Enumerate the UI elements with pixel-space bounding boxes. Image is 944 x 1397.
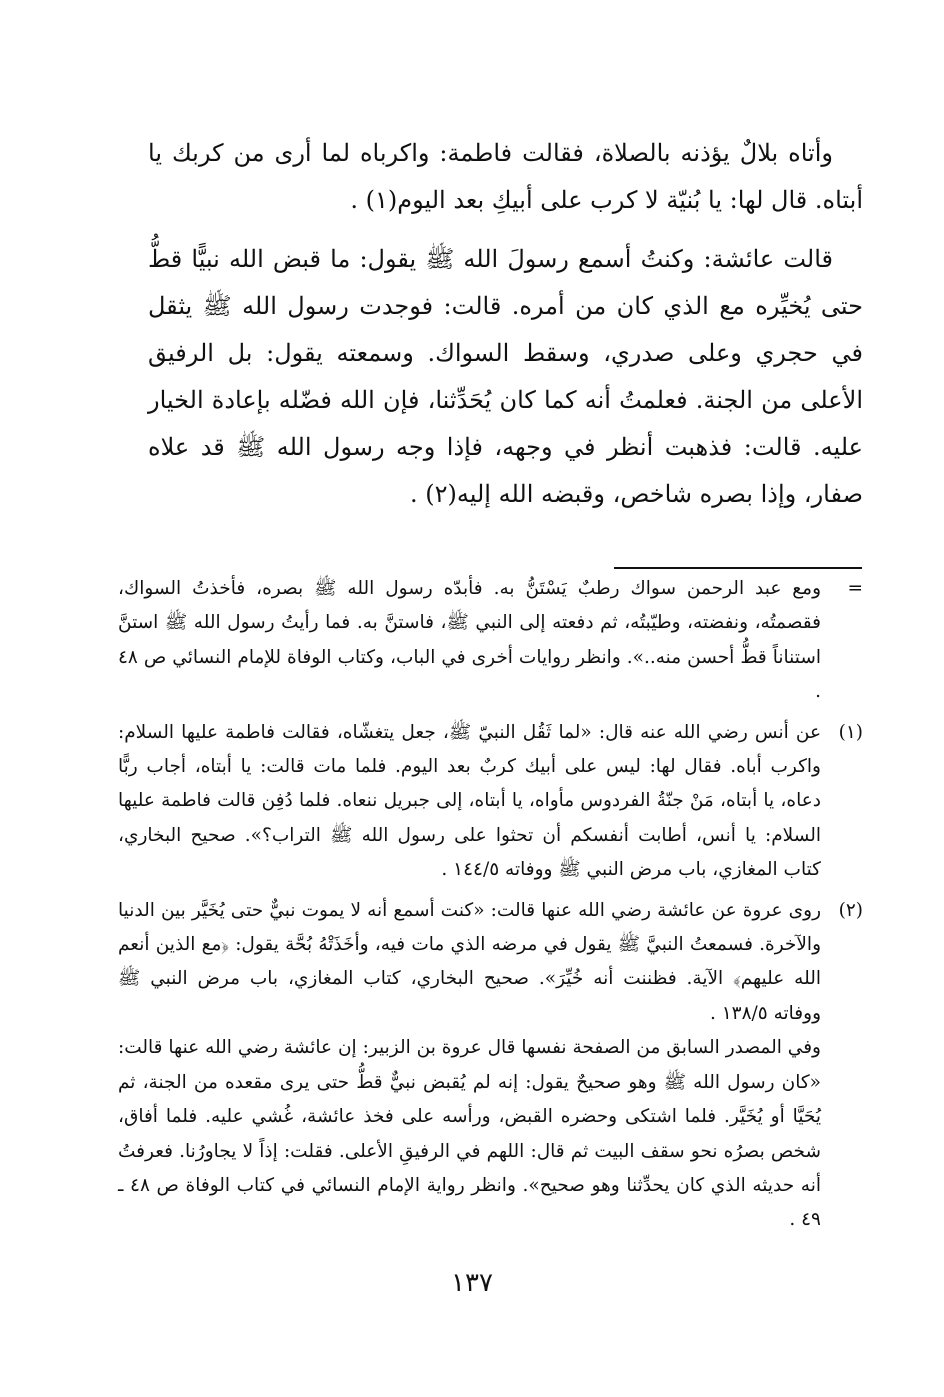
footnote-text: وفي المصدر السابق من الصفحة نفسها قال عروة بن الزبير: إن عائشة رضي الله عنها قالت: «كان رسول الله ﷺ وهو صحيحٌ يقول: إنه لم يُقبض نبيٌّ قطُّ حتى يرى مقعده من الجنة، ثم يُحَيَّا أو يُخَيَّر. فلما اشتكى وحضره القبض، ورأسه على فخذ عائشة، غُشي عليه. فلما أفاق، شخص بصرُه نحو سقف البيت ثم قال: اللهم في الرفيقِ الأعلى. فقلت: إذاً لا يجاورُنا. فعرفتُ أنه حديثه الذي كان يحدِّثنا وهو صحيح». وانظر رواية الإمام النسائي في كتاب الوفاة ص ٤٨ ـ ٤٩ . — [118, 1037, 821, 1231]
footnotes — [118, 572, 863, 1238]
footnote-marker: (٢) — [838, 899, 863, 921]
footnote-separator — [614, 567, 862, 569]
footnote-text: روى عروة عن عائشة رضي الله عنها قالت: «كنت أسمع أنه لا يموت نبيٌّ حتى يُخَيَّر بين الدنيا والآخرة. فسمعتُ النبيَّ ﷺ يقول في مرضه الذي مات فيه، وأخَذَتْهُ بُحَّة يقول: ﴿مع الذين أنعم الله عليهم﴾ الآية. فظننت أنه خُيِّرَ». صحيح البخاري، كتاب المغازي، باب مرض النبي ﷺ ووفاته ١٣٨/٥ . — [118, 899, 821, 1024]
main-text — [148, 130, 863, 518]
footnote-continuation — [118, 572, 863, 710]
main-paragraph: قالت عائشة: وكنتُ أسمع رسولَ الله ﷺ يقول: ما قبض الله نبيًّا قطُّ حتى يُخيِّره مع الذي كان من أمره. قالت: فوجدت رسول الله ﷺ يثقل في حجري وعلى صدري، وسقط السواك. وسمعته يقول: بل الرفيق الأعلى من الجنة. فعلمتُ أنه كما كان يُحَدِّثنا، فإن الله فضّله بإعادة الخيار عليه. قالت: فذهبت أنظر في وجهه، فإذا وجه رسول الله ﷺ قد علاه صفار، وإذا بصره شاخص، وقبضه الله إليه(٢) . — [148, 245, 863, 508]
footnote-marker: (١) — [838, 721, 863, 743]
footnote-2 — [118, 894, 863, 1238]
footnote-1 — [118, 716, 863, 888]
footnote-text: ومع عبد الرحمن سواك رطبٌ يَسْتَنُّ به. فأبدّه رسول الله ﷺ بصره، فأخذتُ السواك، فقصمتُه، ونفضته، وطيّبتُه، ثم دفعته إلى النبي ﷺ، فاستنَّ به. فما رأيتُ رسول الله ﷺ استنَّ استناناً قطُّ أحسن منه..». وانظر روايات أخرى في الباب، وكتاب الوفاة للإمام النسائي ص ٤٨ . — [118, 578, 821, 703]
footnote-text: عن أنس رضي الله عنه قال: «لما ثَقُل النبيّ ﷺ، جعل يتغشّاه، فقالت فاطمة عليها السلام: واكرب أباه. فقال لها: ليس على أبيك كربٌ بعد اليوم. فلما مات قالت: يا أبتاه، أجاب ربًّا دعاه، يا أبتاه، مَنْ جنّةُ الفردوس مأواه، يا أبتاه، إلى جبريل ننعاه. فلما دُفِن قالت فاطمة عليها السلام: يا أنس، أطابت أنفسكم أن تحثوا على رسول الله ﷺ التراب؟». صحيح البخاري، كتاب المغازي، باب مرض النبي ﷺ ووفاته ١٤٤/٥ . — [118, 721, 821, 881]
page-number: ١٣٧ — [451, 1268, 493, 1298]
footnote-marker: = — [847, 578, 863, 599]
main-paragraph: وأتاه بلالٌ يؤذنه بالصلاة، فقالت فاطمة: واكرباه لما أرى من كربك يا أبتاه. قال لها: يا بُنيّة لا كرب على أبيكِ بعد اليوم(١) . — [148, 139, 863, 214]
